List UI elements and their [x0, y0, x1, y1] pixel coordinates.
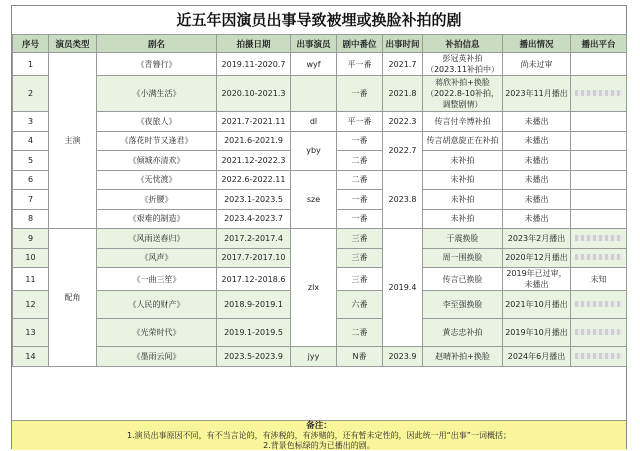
- cell-title: 《青簪行》: [97, 53, 217, 76]
- cell-status: 2024年6月播出: [503, 347, 571, 367]
- cell-no: 12: [13, 291, 49, 319]
- cell-no: 2: [13, 76, 49, 112]
- cell-time: 2021.8: [383, 76, 423, 112]
- col-header: 播出情况: [503, 35, 571, 53]
- cell-platform: [571, 151, 627, 171]
- cell-no: 10: [13, 248, 49, 268]
- cell-reshoot: 赵晴补拍+换脸: [423, 347, 503, 367]
- cell-title: 《墨雨云间》: [97, 347, 217, 367]
- cell-title: 《倾城亦清欢》: [97, 151, 217, 171]
- cell-status: 2019年已过审，未播出: [503, 268, 571, 291]
- cell-platform-redacted: [571, 248, 627, 268]
- redacted-mark: [575, 235, 623, 241]
- cell-title: 《艰难的制造》: [97, 209, 217, 229]
- col-header: 剧名: [97, 35, 217, 53]
- col-header: 出事演员: [291, 35, 337, 53]
- cell-reshoot: 周一围换脸: [423, 248, 503, 268]
- cell-title: 《无忧渡》: [97, 170, 217, 190]
- cell-date: 2021.12-2022.3: [217, 151, 291, 171]
- cell-rank: 一番: [337, 209, 383, 229]
- cell-date: 2022.6-2022.11: [217, 170, 291, 190]
- cell-rank: 二番: [337, 170, 383, 190]
- cell-status: 未播出: [503, 131, 571, 151]
- cell-date: 2023.4-2023.7: [217, 209, 291, 229]
- page-title: 近五年因演员出事导致被埋或换脸补拍的剧: [12, 6, 626, 35]
- notes-box: [12, 420, 626, 450]
- cell-date: 2023.5-2023.9: [217, 347, 291, 367]
- cell-time: 2021.7: [383, 53, 423, 76]
- cell-platform-redacted: [571, 347, 627, 367]
- cell-rank: 二番: [337, 151, 383, 171]
- cell-no: 6: [13, 170, 49, 190]
- cell-platform: [571, 209, 627, 229]
- actor-type-lead: 主演: [49, 53, 97, 229]
- cell-date: 2019.1-2019.5: [217, 319, 291, 347]
- col-header: 补拍信息: [423, 35, 503, 53]
- table-row: [13, 76, 627, 112]
- col-header: 序号: [13, 35, 49, 53]
- table-row: [13, 347, 627, 367]
- cell-time: 2023.8: [383, 170, 423, 229]
- notes-line-1: 1.演员出事原因不同，有不当言论的，有涉税的，有涉赌的，还有暂未定性的，因此统一用“出事”一词概括；: [127, 431, 511, 440]
- cell-status: 未播出: [503, 170, 571, 190]
- cell-reshoot: 传言已换脸: [423, 268, 503, 291]
- cell-no: 5: [13, 151, 49, 171]
- cell-no: 7: [13, 190, 49, 210]
- cell-platform: [571, 131, 627, 151]
- cell-actor: dl: [291, 112, 337, 132]
- cell-no: 8: [13, 209, 49, 229]
- cell-title: 《风声》: [97, 248, 217, 268]
- table-row: [13, 170, 627, 190]
- cell-reshoot: 传言付辛博补拍: [423, 112, 503, 132]
- cell-rank: 三番: [337, 229, 383, 249]
- cell-status: 未播出: [503, 151, 571, 171]
- cell-status: 尚未过审: [503, 53, 571, 76]
- redacted-mark: [575, 301, 623, 307]
- cell-reshoot: 传言胡意旋正在补拍: [423, 131, 503, 151]
- cell-status: 2021年10月播出: [503, 291, 571, 319]
- cell-no: 4: [13, 131, 49, 151]
- cell-time: 2023.9: [383, 347, 423, 367]
- cell-status: 未播出: [503, 112, 571, 132]
- cell-actor: sze: [291, 170, 337, 229]
- redacted-mark: [575, 353, 623, 359]
- cell-status: 2023年11月播出: [503, 76, 571, 112]
- cell-status: 2019年10月播出: [503, 319, 571, 347]
- cell-platform: [571, 170, 627, 190]
- cell-title: 《折腰》: [97, 190, 217, 210]
- cell-date: 2017.12-2018.6: [217, 268, 291, 291]
- redacted-mark: [575, 254, 623, 260]
- cell-reshoot: 未补拍: [423, 209, 503, 229]
- cell-status: 2020年12月播出: [503, 248, 571, 268]
- cell-reshoot: 于震换脸: [423, 229, 503, 249]
- cell-date: 2023.1-2023.5: [217, 190, 291, 210]
- header-row: [13, 35, 627, 53]
- cell-status: 2023年2月播出: [503, 229, 571, 249]
- cell-title: 《夜旅人》: [97, 112, 217, 132]
- cell-no: 1: [13, 53, 49, 76]
- cell-platform: 未知: [571, 268, 627, 291]
- notes-line-2: 2.背景色标绿的为已播出的剧。: [263, 441, 375, 450]
- spreadsheet: [11, 5, 627, 449]
- cell-no: 9: [13, 229, 49, 249]
- cell-rank: 平一番: [337, 53, 383, 76]
- cell-reshoot: 黄志忠补拍: [423, 319, 503, 347]
- cell-actor: jyy: [291, 347, 337, 367]
- cell-actor: wyf: [291, 53, 337, 76]
- table-row: [13, 112, 627, 132]
- cell-date: 2019.11-2020.7: [217, 53, 291, 76]
- cell-rank: 二番: [337, 319, 383, 347]
- col-header: 出事时间: [383, 35, 423, 53]
- cell-reshoot: 未补拍: [423, 151, 503, 171]
- cell-no: 3: [13, 112, 49, 132]
- cell-rank: 一番: [337, 76, 383, 112]
- cell-no: 14: [13, 347, 49, 367]
- notes-heading: 备注：: [306, 421, 332, 431]
- table-row: [13, 131, 627, 151]
- cell-platform-redacted: [571, 319, 627, 347]
- actor-type-support: 配角: [49, 229, 97, 367]
- cell-rank: 六番: [337, 291, 383, 319]
- cell-title: 《风雨送春归》: [97, 229, 217, 249]
- cell-rank: N番: [337, 347, 383, 367]
- cell-platform-redacted: [571, 76, 627, 112]
- cell-reshoot: 未补拍: [423, 190, 503, 210]
- cell-date: 2017.7-2017.10: [217, 248, 291, 268]
- col-header: 拍摄日期: [217, 35, 291, 53]
- cell-title: 《人民的财产》: [97, 291, 217, 319]
- cell-actor: yby: [291, 131, 337, 170]
- cell-date: 2020.10-2021.3: [217, 76, 291, 112]
- table-row: [13, 229, 627, 249]
- redacted-mark: [575, 329, 623, 335]
- cell-rank: 三番: [337, 248, 383, 268]
- col-header: 演员类型: [49, 35, 97, 53]
- cell-reshoot: 蒋欣补拍+换脸（2022.8-10补拍，调整剧情）: [423, 76, 503, 112]
- redacted-mark: [575, 90, 623, 96]
- cell-platform-redacted: [571, 291, 627, 319]
- cell-no: 11: [13, 268, 49, 291]
- cell-time: 2019.4: [383, 229, 423, 347]
- cell-no: 13: [13, 319, 49, 347]
- cell-platform: [571, 112, 627, 132]
- cell-rank: 平一番: [337, 112, 383, 132]
- drama-table: [12, 34, 627, 367]
- cell-title: 《一曲三笙》: [97, 268, 217, 291]
- cell-status: 未播出: [503, 190, 571, 210]
- cell-rank: 一番: [337, 131, 383, 151]
- cell-date: 2021.7-2021.11: [217, 112, 291, 132]
- cell-title: 《光荣时代》: [97, 319, 217, 347]
- cell-date: 2021.6-2021.9: [217, 131, 291, 151]
- cell-rank: 三番: [337, 268, 383, 291]
- cell-reshoot: 彭冠英补拍（2023.11补拍中）: [423, 53, 503, 76]
- col-header: 播出平台: [571, 35, 627, 53]
- cell-reshoot: 未补拍: [423, 170, 503, 190]
- col-header: 剧中番位: [337, 35, 383, 53]
- cell-date: 2018.9-2019.1: [217, 291, 291, 319]
- cell-platform: [571, 53, 627, 76]
- cell-platform-redacted: [571, 229, 627, 249]
- cell-time: 2022.7: [383, 131, 423, 170]
- cell-title: 《落花时节又逢君》: [97, 131, 217, 151]
- cell-time: 2022.3: [383, 112, 423, 132]
- cell-reshoot: 李至强换脸: [423, 291, 503, 319]
- cell-status: 未播出: [503, 209, 571, 229]
- cell-platform: [571, 190, 627, 210]
- cell-actor: zlx: [291, 229, 337, 347]
- cell-rank: 一番: [337, 190, 383, 210]
- cell-date: 2017.2-2017.4: [217, 229, 291, 249]
- table-row: [13, 53, 627, 76]
- cell-actor: [291, 76, 337, 112]
- cell-title: 《小满生活》: [97, 76, 217, 112]
